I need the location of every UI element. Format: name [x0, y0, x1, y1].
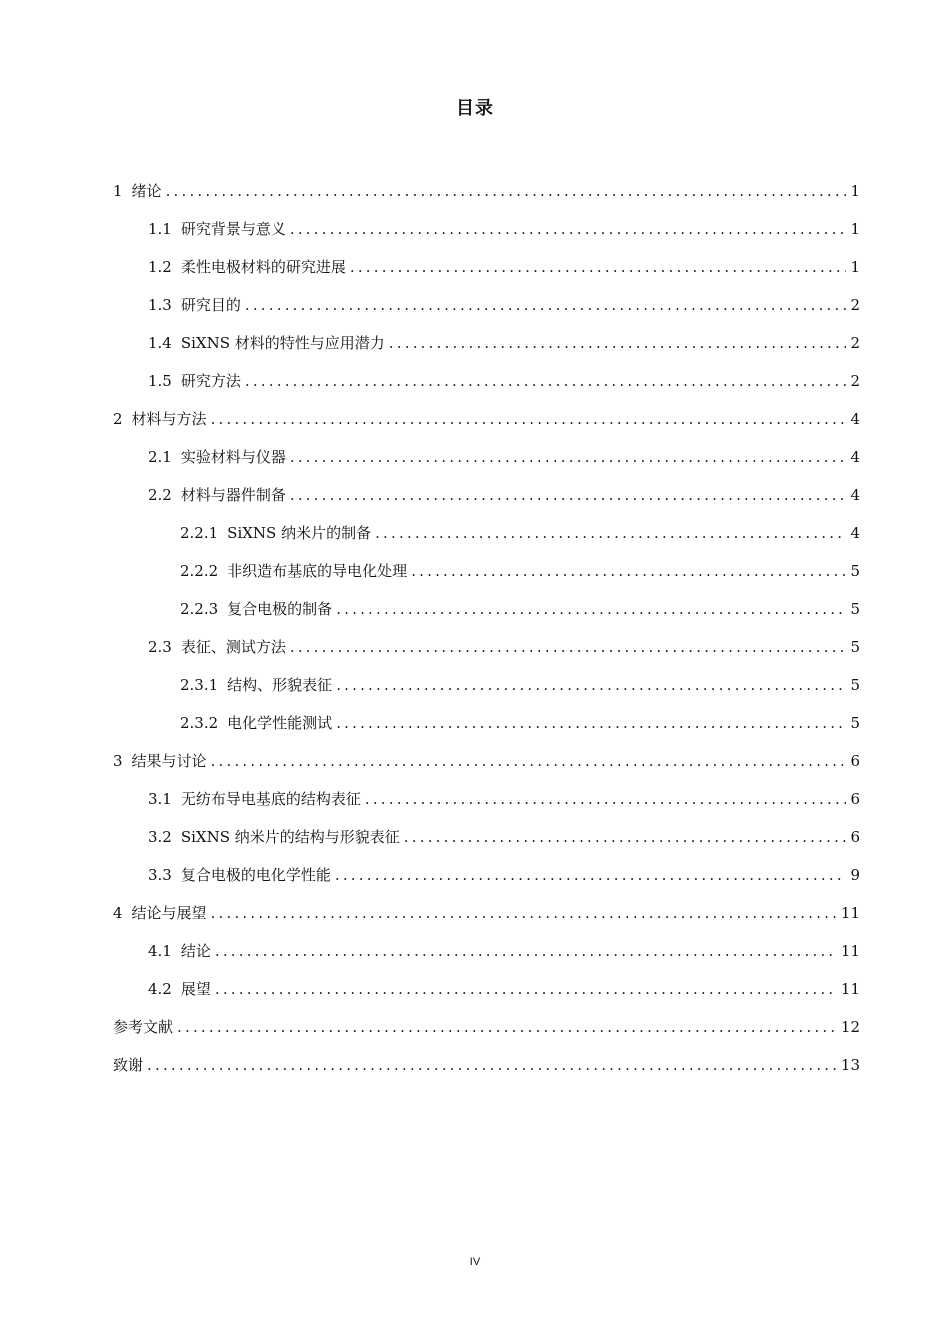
toc-entry[interactable]: [0, 1046, 950, 1084]
toc-entry-number: 2.3.1: [180, 676, 219, 694]
toc-page-number: 11: [837, 970, 860, 1008]
toc-dot-leader: [365, 785, 856, 813]
toc-entry[interactable]: [0, 818, 950, 856]
toc-entry-number: 1.2: [148, 258, 172, 276]
toc-page-number: 5: [846, 590, 860, 628]
toc-entry-title: 材料与器件制备: [180, 486, 286, 504]
toc-entry[interactable]: [0, 362, 950, 400]
toc-entry-title: 研究目的: [180, 296, 241, 314]
toc-entry-title: 电化学性能测试: [227, 714, 333, 732]
toc-entry-title: 复合电极的电化学性能: [180, 866, 331, 884]
toc-entry-title: SiXNS 材料的特性与应用潜力: [180, 334, 385, 352]
toc-dot-leader: [389, 329, 856, 357]
toc-entry-number: 2.1: [148, 448, 172, 466]
toc-page-number: 2: [846, 286, 860, 324]
toc-dot-leader: [290, 481, 856, 509]
toc-entry-title: 展望: [180, 980, 211, 998]
toc-entry[interactable]: [0, 742, 950, 780]
toc-dot-leader: [335, 861, 856, 889]
toc-entry-title: 绪论: [131, 182, 162, 200]
toc-entry[interactable]: [0, 780, 950, 818]
toc-page-number: 13: [837, 1046, 860, 1084]
toc-dot-leader: [336, 671, 856, 699]
toc-page-number: 4: [846, 400, 860, 438]
toc-entry[interactable]: [0, 932, 950, 970]
toc-dot-leader: [336, 709, 856, 737]
toc-entry-number: 3: [113, 752, 123, 770]
toc-entry-title: 无纺布导电基底的结构表征: [180, 790, 361, 808]
toc-dot-leader: [411, 557, 856, 585]
toc-entry[interactable]: [0, 894, 950, 932]
toc-dot-leader: [245, 367, 856, 395]
toc-entry-title: 复合电极的制备: [227, 600, 333, 618]
toc-page-number: 4: [846, 476, 860, 514]
toc-entry[interactable]: [0, 400, 950, 438]
toc-entry-number: 1.1: [148, 220, 172, 238]
toc-entry-title: 实验材料与仪器: [180, 448, 286, 466]
toc-entry[interactable]: [0, 514, 950, 552]
toc-entry-number: 2.3: [148, 638, 172, 656]
page-footer-number: IV: [469, 1256, 481, 1268]
toc-page-number: 12: [837, 1008, 860, 1046]
toc-page-number: 1: [846, 210, 860, 248]
toc-entry-number: 1.3: [148, 296, 172, 314]
toc-entry-number: 1.5: [148, 372, 172, 390]
toc-dot-leader: [211, 899, 856, 927]
toc-entry-title: SiXNS 纳米片的制备: [227, 524, 372, 542]
toc-entry-number: 2.2: [148, 486, 172, 504]
toc-entry-title: 结构、形貌表征: [227, 676, 333, 694]
toc-page-number: 5: [846, 628, 860, 666]
toc-entry-number: 3.2: [148, 828, 172, 846]
toc-entry-number: 1: [113, 182, 123, 200]
toc-entry-title: 柔性电极材料的研究进展: [180, 258, 346, 276]
toc-dot-leader: [375, 519, 856, 547]
toc-entry-title: 材料与方法: [131, 410, 207, 428]
toc-page-number: 4: [846, 514, 860, 552]
toc-entry[interactable]: [0, 210, 950, 248]
toc-entry[interactable]: [0, 324, 950, 362]
toc-entry[interactable]: [0, 172, 950, 210]
toc-entry-number: 4: [113, 904, 123, 922]
toc-entry[interactable]: [0, 856, 950, 894]
toc-entry-title: 研究背景与意义: [180, 220, 286, 238]
toc-page-number: 2: [846, 362, 860, 400]
toc-page-number: 5: [846, 666, 860, 704]
toc-entry-title: SiXNS 纳米片的结构与形貌表征: [180, 828, 400, 846]
toc-entry-number: 3.3: [148, 866, 172, 884]
toc-dot-leader: [147, 1051, 856, 1079]
toc-entry-number: 2: [113, 410, 123, 428]
toc-page-number: 6: [846, 780, 860, 818]
toc-page-number: 5: [846, 704, 860, 742]
toc-entry-title: 结论与展望: [131, 904, 207, 922]
toc-dot-leader: [215, 975, 856, 1003]
toc-page-number: 1: [846, 172, 860, 210]
toc-dot-leader: [336, 595, 856, 623]
toc-page-number: 2: [846, 324, 860, 362]
toc-entry-number: 2.2.3: [180, 600, 219, 618]
toc-entry-title: 非织造布基底的导电化处理: [227, 562, 408, 580]
toc-dot-leader: [290, 443, 856, 471]
toc-entry[interactable]: [0, 438, 950, 476]
toc-dot-leader: [245, 291, 856, 319]
toc-dot-leader: [290, 215, 856, 243]
toc-entry[interactable]: [0, 666, 950, 704]
toc-entry[interactable]: [0, 704, 950, 742]
toc-dot-leader: [215, 937, 856, 965]
toc-page-number: 6: [846, 742, 860, 780]
toc-page-number: 6: [846, 818, 860, 856]
toc-entry-title: 研究方法: [180, 372, 241, 390]
toc-entry[interactable]: [0, 476, 950, 514]
toc-entry[interactable]: [0, 248, 950, 286]
toc-page-number: 11: [837, 894, 860, 932]
toc-entry-number: 2.3.2: [180, 714, 219, 732]
toc-dot-leader: [177, 1013, 856, 1041]
toc-dot-leader: [166, 177, 856, 205]
toc-page-number: 5: [846, 552, 860, 590]
toc-page-number: 11: [837, 932, 860, 970]
toc-dot-leader: [211, 747, 856, 775]
toc-entry[interactable]: [0, 970, 950, 1008]
toc-page-number: 9: [846, 856, 860, 894]
toc-entry-number: 2.2.1: [180, 524, 219, 542]
page-title: 目录: [456, 98, 494, 119]
toc-entry-number: 4.1: [148, 942, 172, 960]
toc-entry-title: 参考文献: [113, 1018, 174, 1036]
toc-entry-title: 结果与讨论: [131, 752, 207, 770]
toc-entry[interactable]: [0, 1008, 950, 1046]
toc-entry-title: 结论: [180, 942, 211, 960]
toc-dot-leader: [404, 823, 856, 851]
toc-page-number: 1: [846, 248, 860, 286]
toc-entry-number: 2.2.2: [180, 562, 219, 580]
toc-entry[interactable]: [0, 628, 950, 666]
toc-entry-number: 3.1: [148, 790, 172, 808]
toc-entry[interactable]: [0, 286, 950, 324]
toc-dot-leader: [211, 405, 856, 433]
toc-entry-title: 致谢: [113, 1056, 144, 1074]
toc-entry-title: 表征、测试方法: [180, 638, 286, 656]
toc-entry-number: 4.2: [148, 980, 172, 998]
toc-dot-leader: [350, 253, 856, 281]
toc-page-number: 4: [846, 438, 860, 476]
table-of-contents: [0, 172, 950, 1084]
toc-entry[interactable]: [0, 590, 950, 628]
toc-entry[interactable]: [0, 552, 950, 590]
toc-entry-number: 1.4: [148, 334, 172, 352]
toc-dot-leader: [290, 633, 856, 661]
